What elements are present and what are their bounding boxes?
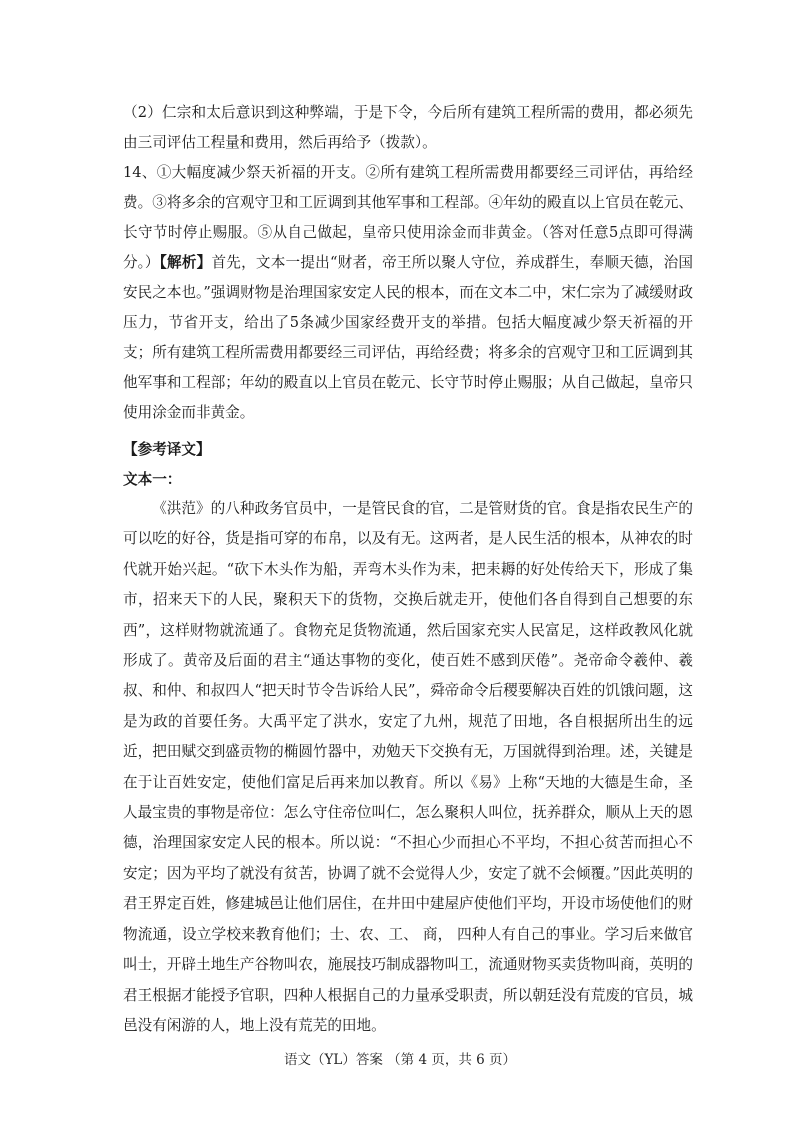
answer-13-part-2: （2）仁宗和太后意识到这种弊端，于是下令，今后所有建筑工程所需的费用，都必须先由三司评估工程量和费用，然后再给予（拨款）。 [123,104,693,151]
analysis-text: 首先，文本一提出“财者，帝王所以聚人守位，养成群生，奉顺天德，治国安民之本也。”强调财物是治理国家安定人民的根本，而在文本二中，宋仁宗为了减缓财政压力，节省开支，给出了5条减少国家经费开支的举措。包括大幅度减少祭天祈福的开支；所有建筑工程所需费用都要经三司评估，再给经费；将多余的宫观守卫和工匠调到其他军事和工程部；年幼的殿直以上官员在乾元、长守节时停止赐服；从自己做起，皇帝只使用涂金而非黄金。 [123,254,693,421]
text1-body: 《洪范》的八种政务官员中，一是管民食的官，二是管财货的官。食是指农民生产的可以吃的好谷，货是指可穿的布帛，以及有无。这两者，是人民生活的根本，从神农的时代就开始兴起。“砍下木头作为船，弄弯木头作为耒，把耒耨的好处传给天下，形成了集市，招来天下的人民，聚积天下的货物，交换后就走开，使他们各自得到自己想要的东西”，这样财物就流通了。食物充足货物流通，然后国家充实人民富足，这样政教风化就形成了。黄帝及后面的君主“通达事物的变化，使百姓不感到厌倦”。尧帝命令羲仲、羲叔、和仲、和叔四人“把天时节令告诉给人民”，舜帝命令后稷要解决百姓的饥饿问题，这是为政的首要任务。大禹平定了洪水，安定了九州，规范了田地，各自根据所出生的远近，把田赋交到盛贡物的椭圆竹器中，劝勉天下交换有无，万国就得到治理。述，关键是在于让百姓安定，使他们富足后再来加以教育。所以《易》上称“天地的大德是生命，圣人最宝贵的事物是帝位：怎么守住帝位叫仁，怎么聚积人叫位，抚养群众，顺从上天的恩德，治理国家安定人民的根本。所以说：“不担心少而担心不平均，不担心贫苦而担心不安定；因为平均了就没有贫苦，协调了就不会觉得人少，安定了就不会倾覆。”因此英明的君王界定百姓，修建城邑让他们居住，在井田中建屋庐使他们平均，开设市场使他们的财物流通，设立学校来教育他们；士、农、工、 商， 四种人有自己的事业。学习后来做官叫士，开辟土地生产谷物叫农，施展技巧制成器物叫工，流通财物买卖货物叫商，英明的君王根据才能授予官职，四种人根据自己的力量承受职责，所以朝廷没有荒废的官员，城邑没有闲游的人，地上没有荒芜的田地。 [123,500,693,1034]
translation-heading: 【参考译文】 [123,441,211,458]
text1-heading: 文本一： [123,471,182,488]
answer-14: 14、①大幅度减少祭天祈福的开支。②所有建筑工程所需费用都要经三司评估，再给经费。③将多余的宫观守卫和工匠调到其他军事和工程部。④年幼的殿直以上官员在乾元、长守节时停止赐服。⑤从自己做起，皇帝只使用涂金而非黄金。（答对任意5点即可得满分。） [123,164,693,271]
analysis-tag: 【解析】 [152,254,212,271]
page-footer: 语文（YL）答案 （第 4 页，共 6 页） [283,1052,516,1068]
analysis-paragraph [123,248,693,428]
